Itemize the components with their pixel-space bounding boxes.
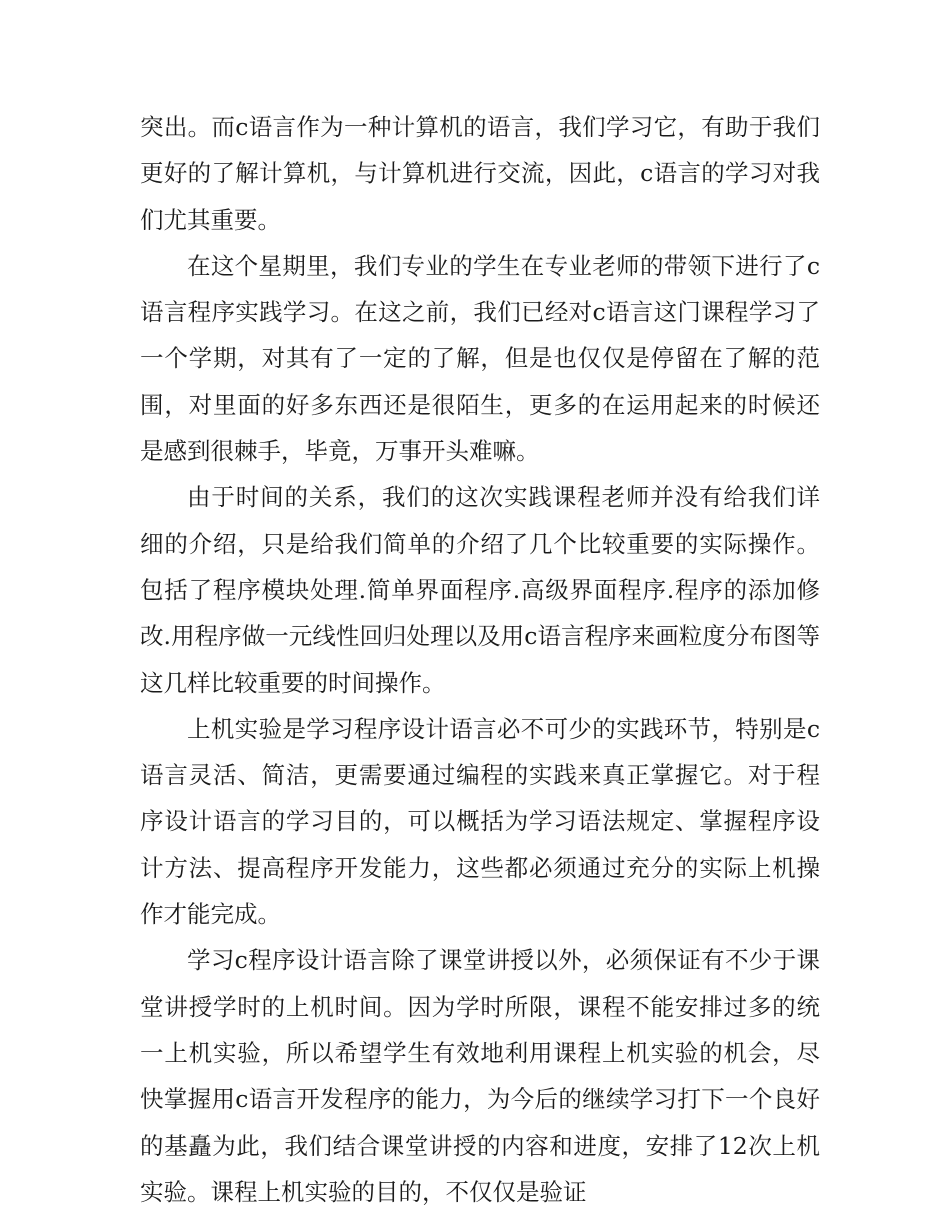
document-body (140, 104, 820, 1215)
paragraph-4: 上机实验是学习程序设计语言必不可少的实践环节，特别是c语言灵活、简洁，更需要通过编程的实践来真正掌握它。对于程序设计语言的学习目的，可以概括为学习语法规定、掌握程序设计方法、提高程序开发能力，这些都必须通过充分的实际上机操作才能完成。 (140, 714, 820, 929)
paragraph-2: 在这个星期里，我们专业的学生在专业老师的带领下进行了c语言程序实践学习。在这之前，我们已经对c语言这门课程学习了一个学期，对其有了一定的了解，但是也仅仅是停留在了解的范围，对里面的好多东西还是很陌生，更多的在运用起来的时候还是感到很棘手，毕竟，万事开头难嘛。 (140, 251, 820, 466)
paragraph-3: 由于时间的关系，我们的这次实践课程老师并没有给我们详细的介绍，只是给我们简单的介绍了几个比较重要的实际操作。包括了程序模块处理.简单界面程序.高级界面程序.程序的添加修改.用程序做一元线性回归处理以及用c语言程序来画粒度分布图等这几样比较重要的时间操作。 (140, 483, 820, 697)
paragraph-1: 突出。而c语言作为一种计算机的语言，我们学习它，有助于我们更好的了解计算机，与计算机进行交流，因此，c语言的学习对我们尤其重要。 (140, 113, 820, 234)
paragraph-5: 学习c程序设计语言除了课堂讲授以外，必须保证有不少于课堂讲授学时的上机时间。因为学时所限，课程不能安排过多的统一上机实验，所以希望学生有效地利用课程上机实验的机会，尽快掌握用c语言开发程序的能力，为今后的继续学习打下一个良好的基矗为此，我们结合课堂讲授的内容和进度，安排了12次上机实验。课程上机实验的目的，不仅仅是验证 (140, 946, 820, 1206)
